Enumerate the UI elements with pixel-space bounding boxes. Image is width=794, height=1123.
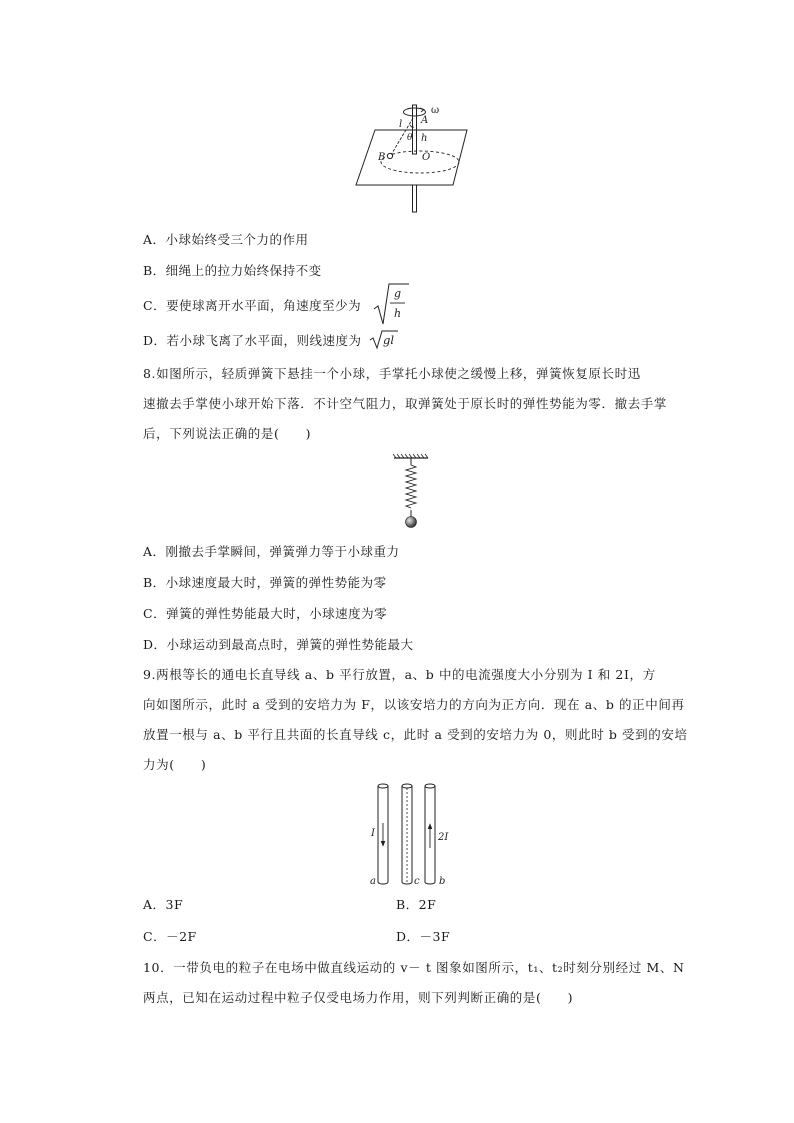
q9-option-d: D．－3F (396, 929, 451, 944)
figure-spring (391, 452, 431, 532)
q7-option-c-text: C．要使球离开水平面，角速度至少为 (143, 298, 362, 313)
q10-line-1: 10．一带负电的粒子在电场中做直线运动的 v－ t 图象如图所示，t₁、t₂时刻分别经过 M、N (143, 960, 685, 975)
sqrt-g-over-h (372, 283, 412, 329)
hanging-ball (406, 517, 417, 528)
label-wire-c: c (414, 876, 420, 887)
q10-stem (143, 953, 685, 1013)
q7-option-d (143, 331, 362, 349)
q9-line-3: 放置一根与 a、b 平行且共面的长直导线 c，此时 a 受到的安培力为 0，则此时 b 受到的安培 (143, 727, 688, 742)
figure-rotating-pendulum (0, 0, 794, 220)
q9-line-2: 向如图所示，此时 a 受到的安培力为 F，以该安培力的方向为正方向．现在 a、b 的正中间再 (143, 697, 685, 712)
label-current-2I: 2I (438, 832, 449, 843)
sqrt-gl (369, 330, 399, 350)
q9-option-a: A．3F (143, 897, 184, 912)
frac-num: g (394, 287, 402, 300)
label-l: l (399, 119, 403, 130)
q8-option-d: D．小球运动到最高点时，弹簧的弹性势能最大 (143, 637, 414, 652)
label-O: O (422, 152, 431, 163)
label-h: h (421, 133, 428, 144)
label-A: A (421, 115, 429, 126)
q7-option-d-text: D．若小球飞离了水平面，则线速度为 (143, 333, 362, 348)
spring-coil (406, 465, 416, 508)
q8-option-b: B．小球速度最大时，弹簧的弹性势能为零 (143, 575, 387, 590)
q8-option-a: A．刚撤去手掌瞬间，弹簧弹力等于小球重力 (143, 544, 400, 559)
q9-option-c: C．－2F (143, 929, 197, 944)
q9-stem (143, 660, 688, 780)
ball-B (387, 153, 392, 158)
label-current-I: I (371, 828, 375, 839)
q7-option-c (143, 296, 361, 314)
q9-option-b: B．2F (396, 897, 437, 912)
label-theta: θ (407, 133, 413, 143)
q8-line-3: 后，下列说法正确的是( ) (143, 426, 312, 441)
q8-option-c: C．弹簧的弹性势能最大时，小球速度为零 (143, 606, 388, 621)
radicand-gl: gl (383, 333, 395, 347)
q8-line-1: 8.如图所示，轻质弹簧下悬挂一个小球，手掌托小球使之缓慢上移，弹簧恢复原长时迅 (143, 366, 641, 381)
q8-line-2: 速撤去手掌使小球开始下落．不计空气阻力，取弹簧处于原长时的弹性势能为零．撤去手掌 (143, 396, 668, 411)
label-B: B (378, 152, 386, 163)
q9-line-4: 力为( ) (143, 757, 207, 772)
label-wire-b: b (439, 876, 446, 887)
q10-line-2: 两点，已知在运动过程中粒子仅受电场力作用，则下列判断正确的是( ) (143, 990, 574, 1005)
q7-option-a: A．小球始终受三个力的作用 (143, 232, 309, 247)
label-omega: ω (431, 105, 440, 116)
q9-line-1: 9.两根等长的通电长直导线 a、b 平行放置，a、b 中的电流强度大小分别为 I 和 2I，方 (143, 667, 656, 682)
figure-parallel-wires (368, 778, 468, 888)
shaft-lower (413, 185, 417, 212)
q8-stem (143, 359, 668, 449)
label-wire-a: a (370, 876, 376, 887)
frac-den: h (394, 307, 402, 320)
shaft-middle (413, 130, 417, 154)
q7-option-b: B．细绳上的拉力始终保持不变 (143, 263, 322, 278)
